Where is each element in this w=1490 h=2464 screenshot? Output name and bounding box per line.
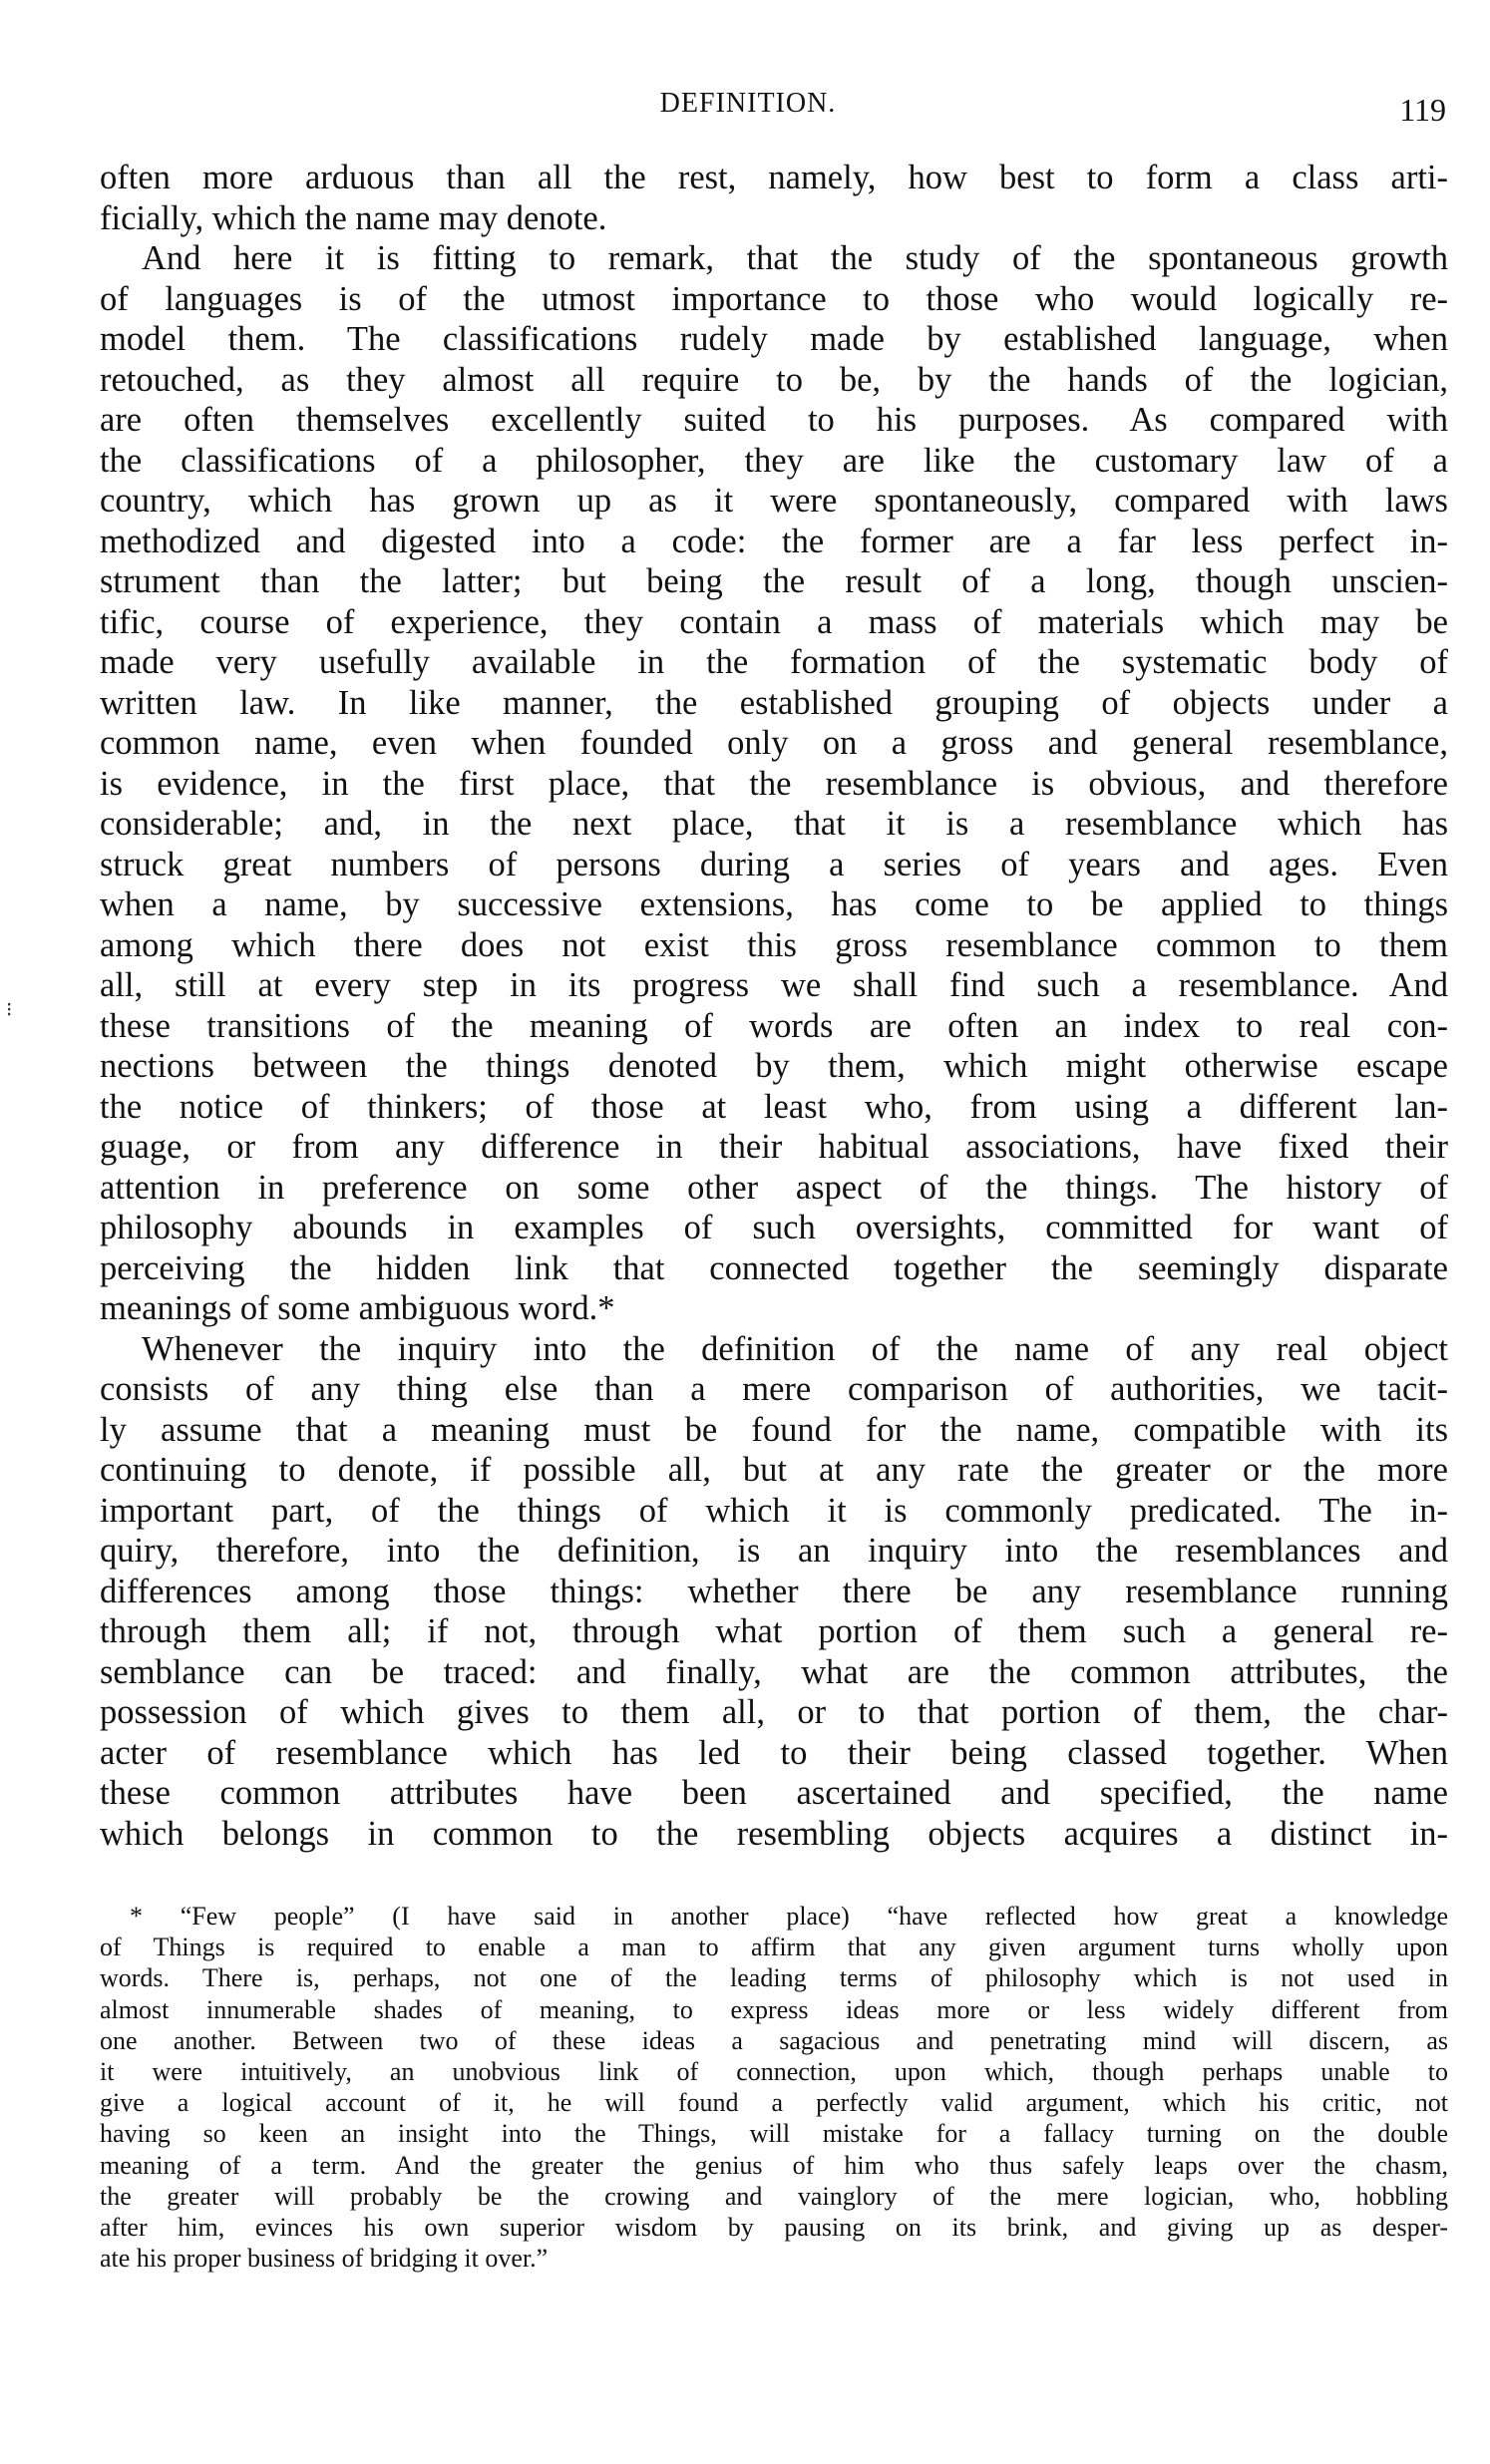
text-line: nections between the things denoted by them, which might otherwise escape — [100, 1047, 1448, 1085]
text-line: methodized and digested into a code: the former are a far less perfect in- — [100, 522, 1448, 560]
text-line: perceiving the hidden link that connected together the seemingly disparate — [100, 1248, 1448, 1287]
text-line: of languages is of the utmost importance to those who would logically re- — [100, 279, 1448, 318]
text-line: among which there does not exist this gross resemblance common to them — [100, 925, 1448, 964]
text-line: ficially, which the name may denote. — [100, 198, 607, 237]
text-line: guage, or from any difference in their habitual associations, have fixed their — [100, 1128, 1448, 1166]
text-line: consists of any thing else than a mere comparison of authorities, we tacit- — [100, 1370, 1448, 1408]
footnote-line: almost innumerable shades of meaning, to express ideas more or less widely different from — [100, 1994, 1448, 2024]
text-line: the classifications of a philosopher, they are like the customary law of a — [100, 441, 1448, 480]
footnote-line: having so keen an insight into the Things, will mistake for a fallacy turning on the double — [100, 2119, 1448, 2149]
text-line: struck great numbers of persons during a series of years and ages. Even — [100, 845, 1448, 883]
text-line: made very usefully available in the formation of the systematic body of — [100, 643, 1448, 681]
text-line: which belongs in common to the resembling objects acquires a distinct in- — [100, 1814, 1448, 1853]
footnote-line: give a logical account of it, he will found a perfectly valid argument, which his critic, not — [100, 2088, 1448, 2118]
text-line: semblance can be traced: and finally, what are the common attributes, the — [100, 1652, 1448, 1691]
footnote-line: meaning of a term. And the greater the genius of him who thus safely leaps over the chasm, — [100, 2150, 1448, 2180]
text-line: acter of resemblance which has led to their being classed together. When — [100, 1733, 1448, 1772]
text-line: considerable; and, in the next place, that it is a resemblance which has — [100, 805, 1448, 843]
footnote-line: of Things is required to enable a man to affirm that any given argument turns wholly upon — [100, 1933, 1448, 1962]
page-number: 119 — [1399, 92, 1446, 128]
text-line: strument than the latter; but being the result of a long, though unscien- — [100, 562, 1448, 600]
text-line: often more arduous than all the rest, namely, how best to form a class arti- — [100, 159, 1448, 196]
margin-mark: ⁝ — [6, 999, 13, 1021]
footnote — [100, 1901, 1448, 2274]
text-line: the notice of thinkers; of those at least who, from using a different lan- — [100, 1087, 1448, 1126]
text-line: differences among those things: whether there be any resemblance running — [100, 1572, 1448, 1610]
main-text — [100, 158, 1448, 1854]
running-head — [100, 88, 1446, 132]
text-line: attention in preference on some other aspect of the things. The history of — [100, 1168, 1448, 1207]
text-line: retouched, as they almost all require to be, by the hands of the logician, — [100, 360, 1448, 399]
text-line: Whenever the inquiry into the definition of the name of any real object — [142, 1329, 1448, 1368]
text-line: model them. The classifications rudely made by established language, when — [100, 320, 1448, 358]
text-line: quiry, therefore, into the definition, is an inquiry into the resemblances and — [100, 1532, 1448, 1570]
footnote-line: it were intuitively, an unobvious link of connection, upon which, though perhaps unable to — [100, 2056, 1448, 2086]
footnote-line: ate his proper business of bridging it over.” — [100, 2244, 549, 2274]
text-line: tific, course of experience, they contain a mass of materials which may be — [100, 602, 1448, 641]
footnote-line: words. There is, perhaps, not one of the leading terms of philosophy which is not used in — [100, 1963, 1448, 1993]
text-line: these common attributes have been ascertained and specified, the name — [100, 1774, 1448, 1812]
text-line: when a name, by successive extensions, has come to be applied to things — [100, 885, 1448, 923]
footnote-line: after him, evinces his own superior wisdom by pausing on its brink, and giving up as desper- — [100, 2212, 1448, 2242]
text-line: And here it is fitting to remark, that the study of the spontaneous growth — [142, 239, 1448, 277]
footnote-line: one another. Between two of these ideas a sagacious and penetrating mind will discern, as — [100, 2025, 1448, 2055]
text-line: these transitions of the meaning of words are often an index to real con- — [100, 1006, 1448, 1045]
text-line: is evidence, in the first place, that the resemblance is obvious, and therefore — [100, 764, 1448, 803]
text-line: country, which has grown up as it were spontaneously, compared with laws — [100, 482, 1448, 520]
text-line: important part, of the things of which it is commonly predicated. The in- — [100, 1491, 1448, 1530]
text-line: through them all; if not, through what portion of them such a general re- — [100, 1612, 1448, 1650]
chapter-title: DEFINITION. — [659, 88, 837, 119]
footnote-line: the greater will probably be the crowing and vainglory of the mere logician, who, hobbling — [100, 2181, 1448, 2211]
text-line: continuing to denote, if possible all, but at any rate the greater or the more — [100, 1451, 1448, 1489]
footnote-line: * “Few people” (I have said in another place) “have reflected how great a knowledge — [130, 1902, 1448, 1931]
text-line: all, still at every step in its progress we shall find such a resemblance. And — [100, 966, 1448, 1004]
text-line: ly assume that a meaning must be found for the name, compatible with its — [100, 1410, 1448, 1449]
text-line: possession of which gives to them all, or to that portion of them, the char- — [100, 1693, 1448, 1731]
text-line: are often themselves excellently suited to his purposes. As compared with — [100, 401, 1448, 439]
text-line: meanings of some ambiguous word.* — [100, 1289, 615, 1327]
text-line: philosophy abounds in examples of such oversights, committed for want of — [100, 1209, 1448, 1246]
text-line: written law. In like manner, the established grouping of objects under a — [100, 683, 1448, 722]
text-line: common name, even when founded only on a gross and general resemblance, — [100, 724, 1448, 762]
